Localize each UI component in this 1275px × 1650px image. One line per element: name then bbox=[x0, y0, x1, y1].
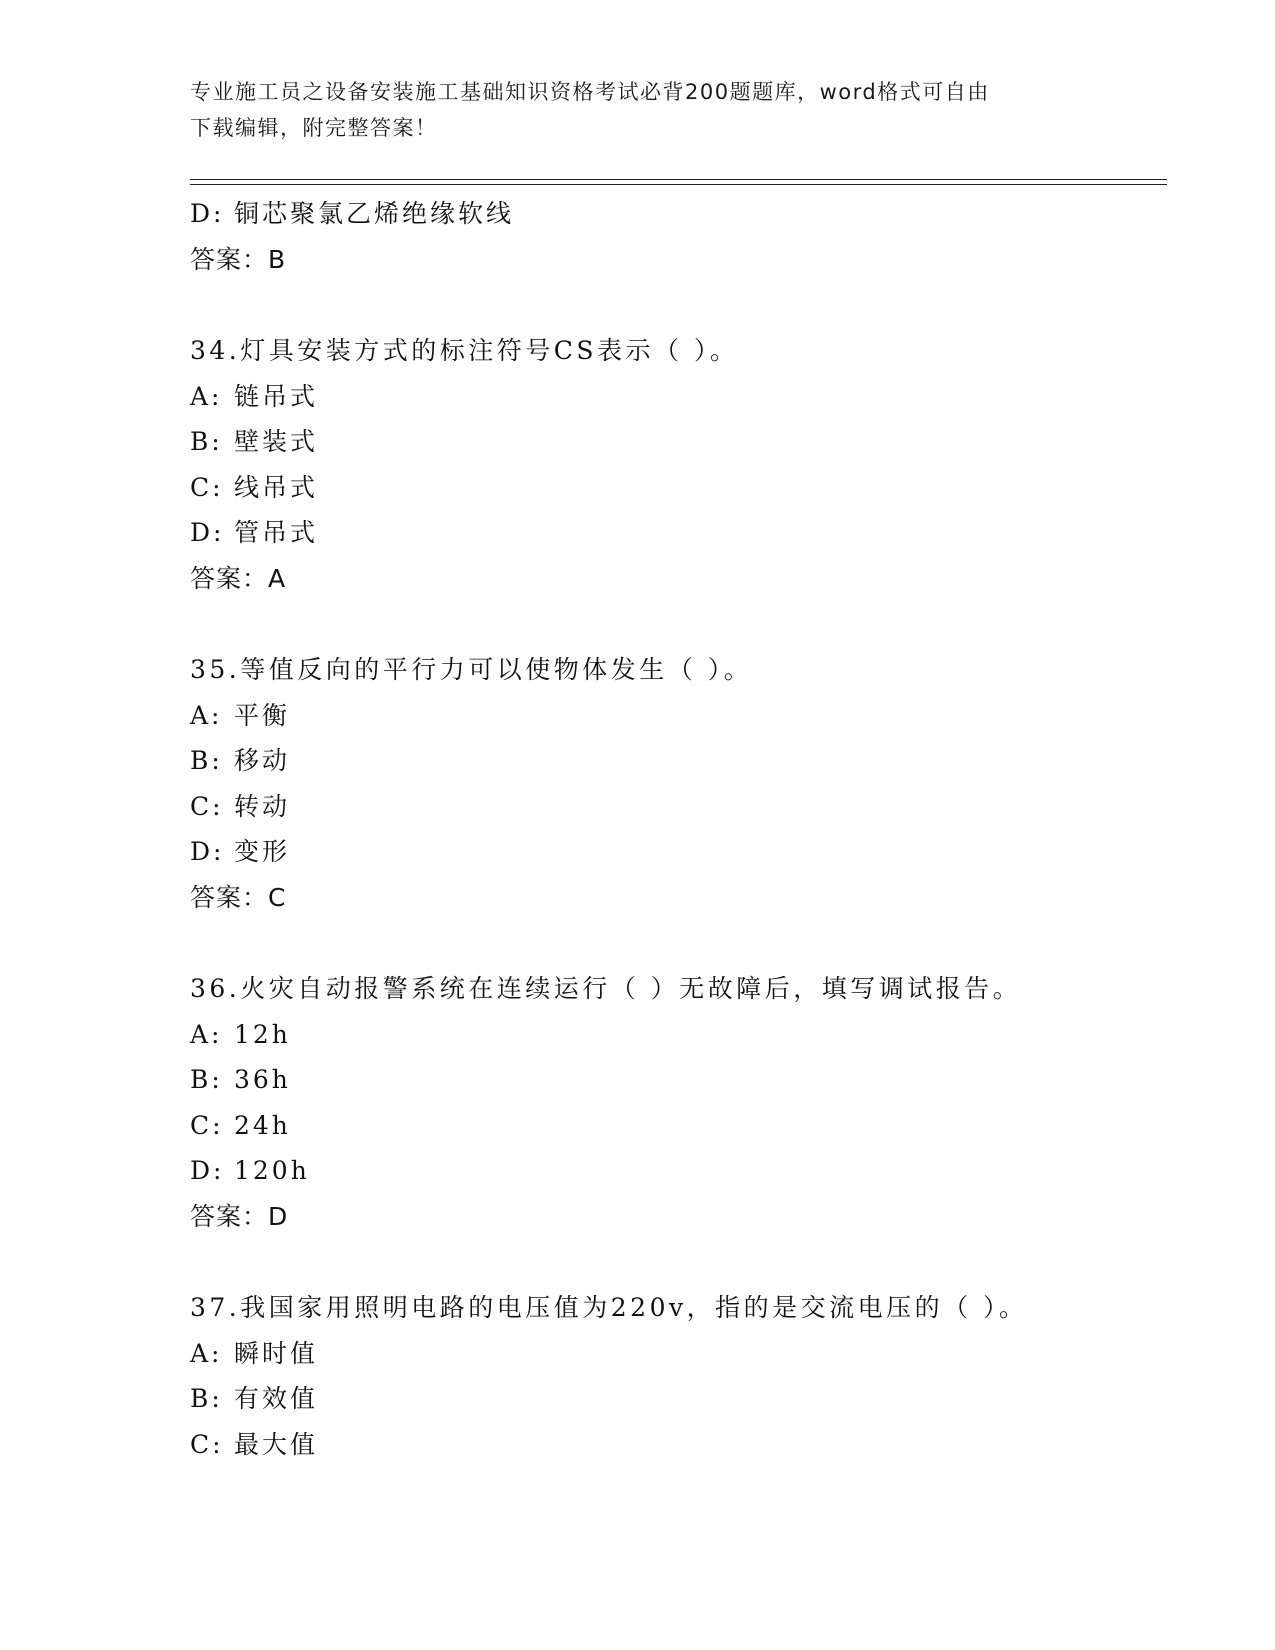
option-label: B: bbox=[190, 427, 223, 456]
option-text: 移动 bbox=[234, 746, 291, 775]
option-text: 瞬时值 bbox=[234, 1338, 319, 1368]
option-label: B: bbox=[190, 1384, 223, 1413]
option-text: 转动 bbox=[234, 791, 291, 821]
spacer bbox=[190, 282, 1170, 328]
option-label: C: bbox=[190, 1110, 224, 1140]
option-c bbox=[190, 1422, 1170, 1468]
question-stem: 34.灯具安装方式的标注符号CS表示（ ）。 bbox=[190, 336, 739, 365]
answer-line: 答案：A bbox=[190, 563, 287, 593]
option-d bbox=[190, 829, 1170, 875]
option-label: D: bbox=[190, 837, 225, 866]
option-text: 线吊式 bbox=[234, 472, 319, 502]
option-d bbox=[190, 510, 1170, 556]
option-text: 壁装式 bbox=[234, 427, 319, 456]
spacer bbox=[190, 920, 1170, 966]
option-c bbox=[190, 1103, 1170, 1149]
option-b bbox=[190, 1376, 1170, 1422]
option-text: 120h bbox=[234, 1156, 310, 1185]
document-header bbox=[190, 74, 1090, 146]
option-text: 最大值 bbox=[234, 1429, 319, 1459]
option-label: A: bbox=[190, 1019, 223, 1049]
answer-line: 答案：D bbox=[190, 1201, 289, 1231]
option-text: 链吊式 bbox=[234, 381, 319, 411]
option-text: 12h bbox=[234, 1019, 291, 1049]
spacer bbox=[190, 601, 1170, 647]
question-list bbox=[190, 191, 1170, 1467]
option-b bbox=[190, 419, 1170, 465]
option-a bbox=[190, 1012, 1170, 1058]
option-text: 24h bbox=[234, 1110, 291, 1140]
option-text: 管吊式 bbox=[234, 518, 319, 547]
question-stem: 35.等值反向的平行力可以使物体发生（ ）。 bbox=[190, 655, 753, 684]
header-line-1: 专业施工员之设备安装施工基础知识资格考试必背200题题库，word格式可自由 bbox=[190, 80, 990, 104]
option-a bbox=[190, 374, 1170, 420]
option-a bbox=[190, 1331, 1170, 1377]
option-text: 平衡 bbox=[234, 700, 291, 730]
option-b bbox=[190, 1057, 1170, 1103]
question-stem: 36.火灾自动报警系统在连续运行（ ）无故障后，填写调试报告。 bbox=[190, 974, 1022, 1003]
header-line-2: 下载编辑，附完整答案！ bbox=[190, 116, 438, 140]
option-label: C: bbox=[190, 1429, 224, 1459]
option-c bbox=[190, 784, 1170, 830]
option-b bbox=[190, 738, 1170, 784]
option-label: A: bbox=[190, 700, 223, 730]
option-label: A: bbox=[190, 381, 223, 411]
option-label: B: bbox=[190, 746, 223, 775]
option-label: C: bbox=[190, 791, 224, 821]
option-text: 铜芯聚氯乙烯绝缘软线 bbox=[234, 199, 515, 228]
option-d bbox=[190, 191, 1170, 237]
header-divider-top bbox=[190, 179, 1167, 180]
option-text: 变形 bbox=[234, 837, 291, 866]
question-stem: 37.我国家用照明电路的电压值为220v，指的是交流电压的（ ）。 bbox=[190, 1293, 1028, 1322]
header-divider-bottom bbox=[190, 184, 1167, 185]
option-label: B: bbox=[190, 1065, 223, 1094]
option-label: C: bbox=[190, 472, 224, 502]
spacer bbox=[190, 1239, 1170, 1285]
option-text: 36h bbox=[234, 1065, 291, 1094]
option-label: D: bbox=[190, 1156, 225, 1185]
option-c bbox=[190, 465, 1170, 511]
answer-line: 答案：B bbox=[190, 244, 287, 274]
option-a bbox=[190, 693, 1170, 739]
answer-line: 答案：C bbox=[190, 882, 287, 912]
option-label: D: bbox=[190, 518, 225, 547]
option-label: D: bbox=[190, 199, 225, 228]
option-label: A: bbox=[190, 1338, 223, 1368]
option-text: 有效值 bbox=[234, 1384, 319, 1413]
option-d bbox=[190, 1148, 1170, 1194]
